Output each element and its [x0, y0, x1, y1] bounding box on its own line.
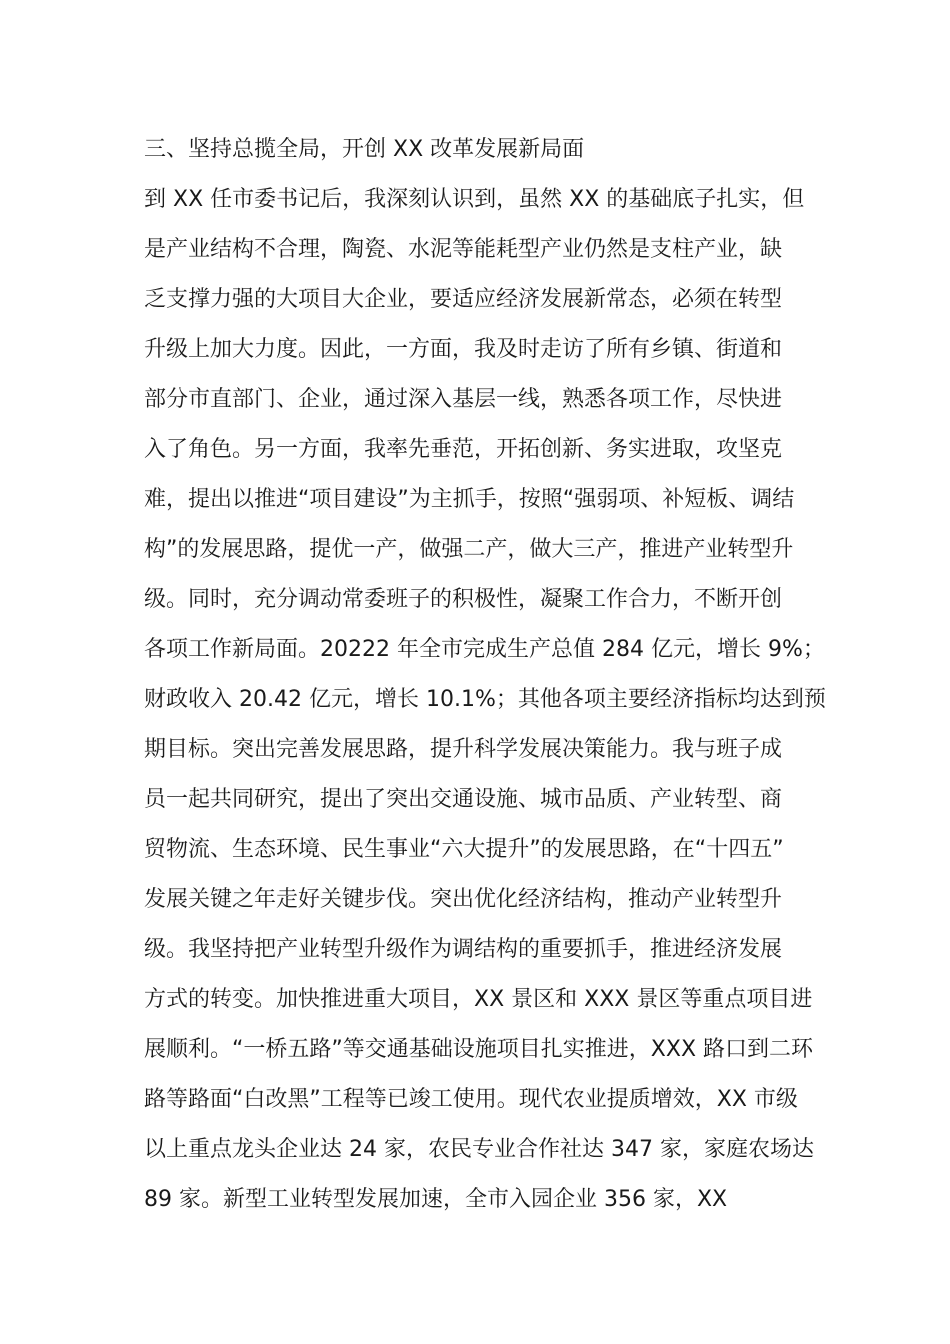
paragraph-line: 部分市直部门、企业，通过深入基层一线，熟悉各项工作，尽快进	[144, 387, 783, 412]
paragraph-line: 展顺利。“一桥五路”等交通基础设施项目扎实推进，XXX 路口到二环	[144, 1037, 814, 1062]
paragraph-line: 升级上加大力度。因此，一方面，我及时走访了所有乡镇、街道和	[144, 337, 783, 362]
paragraph-line: 发展关键之年走好关键步伐。突出优化经济结构，推动产业转型升	[144, 887, 783, 912]
paragraph-line: 入了角色。另一方面，我率先垂范，开拓创新、务实进取，攻坚克	[144, 437, 783, 462]
paragraph-line: 构”的发展思路，提优一产，做强二产，做大三产，推进产业转型升	[144, 537, 794, 562]
paragraph-line: 财政收入 20.42 亿元，增长 10.1%；其他各项主要经济指标均达到预	[144, 687, 826, 712]
paragraph-line: 级。同时，充分调动常委班子的积极性，凝聚工作合力，不断开创	[144, 587, 783, 612]
body-paragraph	[144, 175, 826, 1225]
paragraph-line: 89 家。新型工业转型发展加速，全市入园企业 356 家，XX	[144, 1187, 728, 1212]
paragraph-line: 难，提出以推进“项目建设”为主抓手，按照“强弱项、补短板、调结	[144, 487, 795, 512]
heading-line: 三、坚持总揽全局，开创 XX 改革发展新局面	[144, 137, 585, 162]
paragraph-line: 贸物流、生态环境、民生事业“六大提升”的发展思路，在“十四五”	[144, 837, 784, 862]
paragraph-line: 员一起共同研究，提出了突出交通设施、城市品质、产业转型、商	[144, 787, 783, 812]
paragraph-line: 路等路面“白改黑”工程等已竣工使用。现代农业提质增效，XX 市级	[144, 1087, 798, 1112]
paragraph-line: 乏支撑力强的大项目大企业，要适应经济发展新常态，必须在转型	[144, 287, 783, 312]
paragraph-line: 到 XX 任市委书记后，我深刻认识到，虽然 XX 的基础底子扎实，但	[144, 187, 805, 212]
paragraph-line: 各项工作新局面。20222 年全市完成生产总值 284 亿元，增长 9%；	[144, 637, 825, 662]
paragraph-line: 方式的转变。加快推进重大项目，XX 景区和 XXX 景区等重点项目进	[144, 987, 813, 1012]
paragraph-line: 期目标。突出完善发展思路，提升科学发展决策能力。我与班子成	[144, 737, 783, 762]
paragraph-line: 是产业结构不合理，陶瓷、水泥等能耗型产业仍然是支柱产业，缺	[144, 237, 783, 262]
paragraph-line: 以上重点龙头企业达 24 家，农民专业合作社达 347 家，家庭农场达	[144, 1137, 814, 1162]
section-heading	[144, 125, 808, 175]
paragraph-line: 级。我坚持把产业转型升级作为调结构的重要抓手，推进经济发展	[144, 937, 783, 962]
